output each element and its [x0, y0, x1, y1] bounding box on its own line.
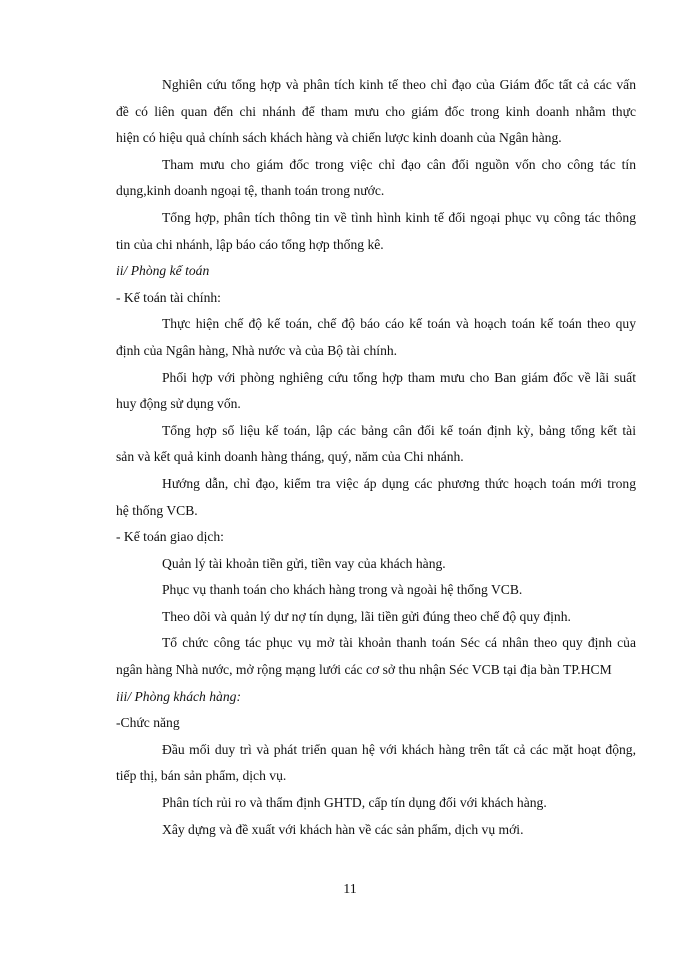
- text-line: sản và kết quả kinh doanh hàng tháng, quý, năm của Chi nhánh.: [116, 449, 464, 465]
- text-line: tiếp thị, bán sản phẩm, dịch vụ.: [116, 768, 287, 784]
- text-line: Quản lý tài khoản tiền gửi, tiền vay của khách hàng.: [162, 555, 446, 571]
- text-line: Tổng hợp số liệu kế toán, lập các bảng cân đối kế toán định kỳ, bảng tổng kết tài: [162, 422, 636, 438]
- text-line: Phân tích rủi ro và thẩm định GHTD, cấp tín dụng đối với khách hàng.: [162, 795, 547, 811]
- text-line: Hướng dẫn, chỉ đạo, kiểm tra việc áp dụng các phương thức hoạch toán mới trong: [162, 475, 636, 491]
- subsection-heading: - Kế toán tài chính:: [116, 289, 221, 305]
- text-line: Thực hiện chế độ kế toán, chế độ báo cáo kế toán và hoạch toán kế toán theo quy: [162, 316, 636, 332]
- subsection-heading: -Chức năng: [116, 715, 180, 731]
- text-line: Xây dựng và đề xuất với khách hàn về các sản phẩm, dịch vụ mới.: [162, 821, 524, 837]
- text-line: Tham mưu cho giám đốc trong việc chỉ đạo cân đối nguồn vốn cho công tác tín: [162, 156, 636, 172]
- text-line: Tổ chức công tác phục vụ mở tài khoản thanh toán Séc cá nhân theo quy định của: [162, 635, 636, 651]
- text-line: Phối hợp với phòng nghiêng cứu tổng hợp tham mưu cho Ban giám đốc về lãi suất: [162, 369, 636, 385]
- text-line: Nghiên cứu tổng hợp và phân tích kinh tế theo chỉ đạo của Giám đốc tất cả các vấn: [162, 77, 636, 92]
- text-line: Tổng hợp, phân tích thông tin về tình hình kinh tế đối ngoại phục vụ công tác thông: [162, 209, 636, 225]
- text-line: hệ thống VCB.: [116, 502, 198, 518]
- text-line: đề có liên quan đến chi nhánh để tham mưu cho giám đốc trong kinh doanh nhằm thực: [116, 103, 636, 119]
- document-body: [116, 72, 636, 843]
- section-heading: ii/ Phòng kế toán: [116, 263, 210, 279]
- subsection-heading: - Kế toán giao dịch:: [116, 529, 224, 545]
- text-line: định của Ngân hàng, Nhà nước và của Bộ tài chính.: [116, 342, 398, 358]
- text-line: Phục vụ thanh toán cho khách hàng trong và ngoài hệ thống VCB.: [162, 582, 523, 598]
- text-line: ngân hàng Nhà nước, mở rộng mạng lưới các cơ sở thu nhận Séc VCB tại địa bàn TP.HCM: [116, 662, 612, 678]
- text-line: huy động sử dụng vốn.: [116, 396, 241, 412]
- page-number: 11: [343, 882, 357, 897]
- text-line: tin của chi nhánh, lập báo cáo tổng hợp thống kê.: [116, 236, 384, 252]
- text-line: dụng,kinh doanh ngoại tệ, thanh toán trong nước.: [116, 183, 385, 199]
- text-line: Theo dõi và quản lý dư nợ tín dụng, lãi tiền gửi đúng theo chế độ quy định.: [162, 608, 571, 624]
- section-heading: iii/ Phòng khách hàng:: [116, 688, 241, 704]
- text-line: hiện có hiệu quả chính sách khách hàng và chiến lược kinh doanh của Ngân hàng.: [116, 130, 562, 146]
- text-line: Đầu mối duy trì và phát triển quan hệ với khách hàng trên tất cả các mặt hoạt động,: [162, 741, 636, 757]
